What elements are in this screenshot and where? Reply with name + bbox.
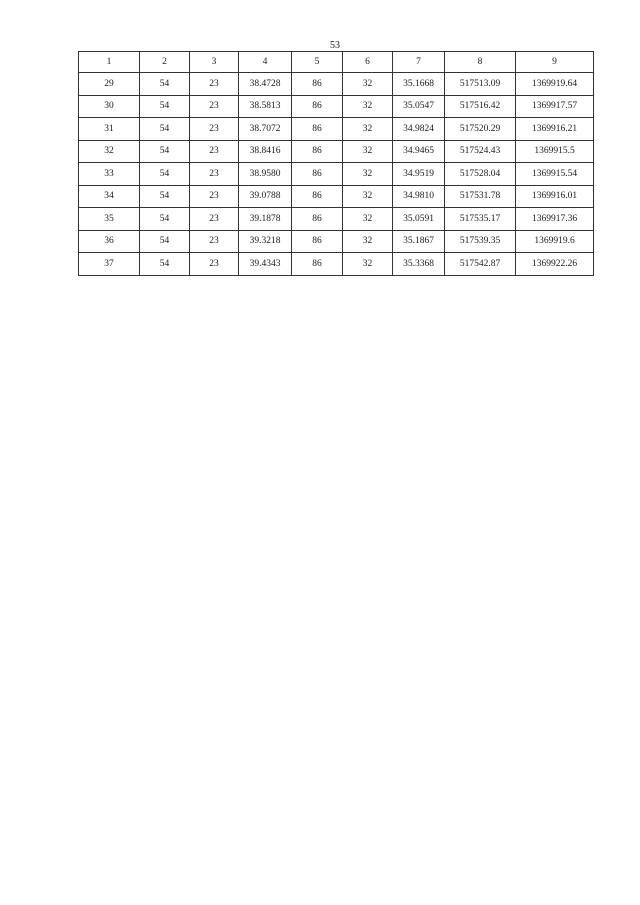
table-row (79, 208, 594, 231)
table-cell: 34.9519 (393, 163, 445, 186)
table-cell: 32 (343, 163, 393, 186)
header-cell: 4 (239, 52, 292, 73)
table-cell: 39.0788 (239, 185, 292, 208)
table-cell: 54 (140, 73, 190, 96)
table-cell: 34.9465 (393, 140, 445, 163)
table-cell: 23 (190, 140, 239, 163)
table-cell: 38.7072 (239, 118, 292, 141)
table-cell: 39.1878 (239, 208, 292, 231)
table-cell: 54 (140, 230, 190, 253)
data-table (78, 51, 594, 276)
table-cell: 23 (190, 230, 239, 253)
table-cell: 54 (140, 118, 190, 141)
table-cell: 32 (343, 95, 393, 118)
table-row (79, 95, 594, 118)
table-cell: 54 (140, 253, 190, 276)
table-cell: 1369919.6 (516, 230, 594, 253)
table-cell: 23 (190, 253, 239, 276)
table-cell: 35.3368 (393, 253, 445, 276)
table-cell: 37 (79, 253, 140, 276)
table-cell: 23 (190, 163, 239, 186)
table-cell: 54 (140, 95, 190, 118)
table-cell: 1369916.21 (516, 118, 594, 141)
table-cell: 517516.42 (445, 95, 516, 118)
table-cell: 23 (190, 118, 239, 141)
table-cell: 517520.29 (445, 118, 516, 141)
table-cell: 23 (190, 73, 239, 96)
table-row (79, 185, 594, 208)
table-cell: 32 (343, 185, 393, 208)
header-cell: 6 (343, 52, 393, 73)
table-row (79, 163, 594, 186)
table-cell: 54 (140, 208, 190, 231)
header-cell: 7 (393, 52, 445, 73)
table-cell: 1369919.64 (516, 73, 594, 96)
table-cell: 1369915.54 (516, 163, 594, 186)
table-row (79, 230, 594, 253)
table-cell: 86 (292, 230, 343, 253)
table-cell: 23 (190, 95, 239, 118)
table-cell: 517513.09 (445, 73, 516, 96)
header-cell: 8 (445, 52, 516, 73)
table-cell: 32 (343, 118, 393, 141)
table-row (79, 140, 594, 163)
table-cell: 30 (79, 95, 140, 118)
table-cell: 39.3218 (239, 230, 292, 253)
header-cell: 9 (516, 52, 594, 73)
table-cell: 54 (140, 163, 190, 186)
table-cell: 38.5813 (239, 95, 292, 118)
table-cell: 29 (79, 73, 140, 96)
table-cell: 34.9824 (393, 118, 445, 141)
table-cell: 86 (292, 253, 343, 276)
table-cell: 32 (343, 73, 393, 96)
table-row (79, 118, 594, 141)
table-cell: 36 (79, 230, 140, 253)
table-cell: 86 (292, 163, 343, 186)
table-cell: 23 (190, 208, 239, 231)
table-cell: 517535.17 (445, 208, 516, 231)
table-cell: 38.4728 (239, 73, 292, 96)
table-cell: 35.0547 (393, 95, 445, 118)
table-cell: 86 (292, 95, 343, 118)
page-number: 53 (330, 40, 340, 51)
table-cell: 31 (79, 118, 140, 141)
header-cell: 1 (79, 52, 140, 73)
table-header-row (79, 52, 594, 73)
table-cell: 32 (343, 230, 393, 253)
header-cell: 3 (190, 52, 239, 73)
table-cell: 517542.87 (445, 253, 516, 276)
table-cell: 86 (292, 73, 343, 96)
table-cell: 517531.78 (445, 185, 516, 208)
table-cell: 517539.35 (445, 230, 516, 253)
table-cell: 32 (343, 140, 393, 163)
table-cell: 39.4343 (239, 253, 292, 276)
table-cell: 86 (292, 185, 343, 208)
table-row (79, 73, 594, 96)
table-cell: 34.9810 (393, 185, 445, 208)
table-cell: 32 (343, 208, 393, 231)
table-cell: 1369917.36 (516, 208, 594, 231)
table-cell: 32 (79, 140, 140, 163)
table-cell: 517524.43 (445, 140, 516, 163)
table-cell: 33 (79, 163, 140, 186)
table-cell: 1369917.57 (516, 95, 594, 118)
table-cell: 35.1668 (393, 73, 445, 96)
header-cell: 2 (140, 52, 190, 73)
table-cell: 54 (140, 185, 190, 208)
table-cell: 54 (140, 140, 190, 163)
header-cell: 5 (292, 52, 343, 73)
table-cell: 86 (292, 140, 343, 163)
table-cell: 86 (292, 118, 343, 141)
table-cell: 32 (343, 253, 393, 276)
table-cell: 34 (79, 185, 140, 208)
table-cell: 35.0591 (393, 208, 445, 231)
table-cell: 517528.04 (445, 163, 516, 186)
table-cell: 1369922.26 (516, 253, 594, 276)
table-cell: 1369915.5 (516, 140, 594, 163)
table-cell: 23 (190, 185, 239, 208)
table-cell: 38.9580 (239, 163, 292, 186)
table-cell: 1369916.01 (516, 185, 594, 208)
table-cell: 86 (292, 208, 343, 231)
table-cell: 35.1867 (393, 230, 445, 253)
table-row (79, 253, 594, 276)
table-body (79, 52, 594, 276)
table-cell: 38.8416 (239, 140, 292, 163)
table-cell: 35 (79, 208, 140, 231)
